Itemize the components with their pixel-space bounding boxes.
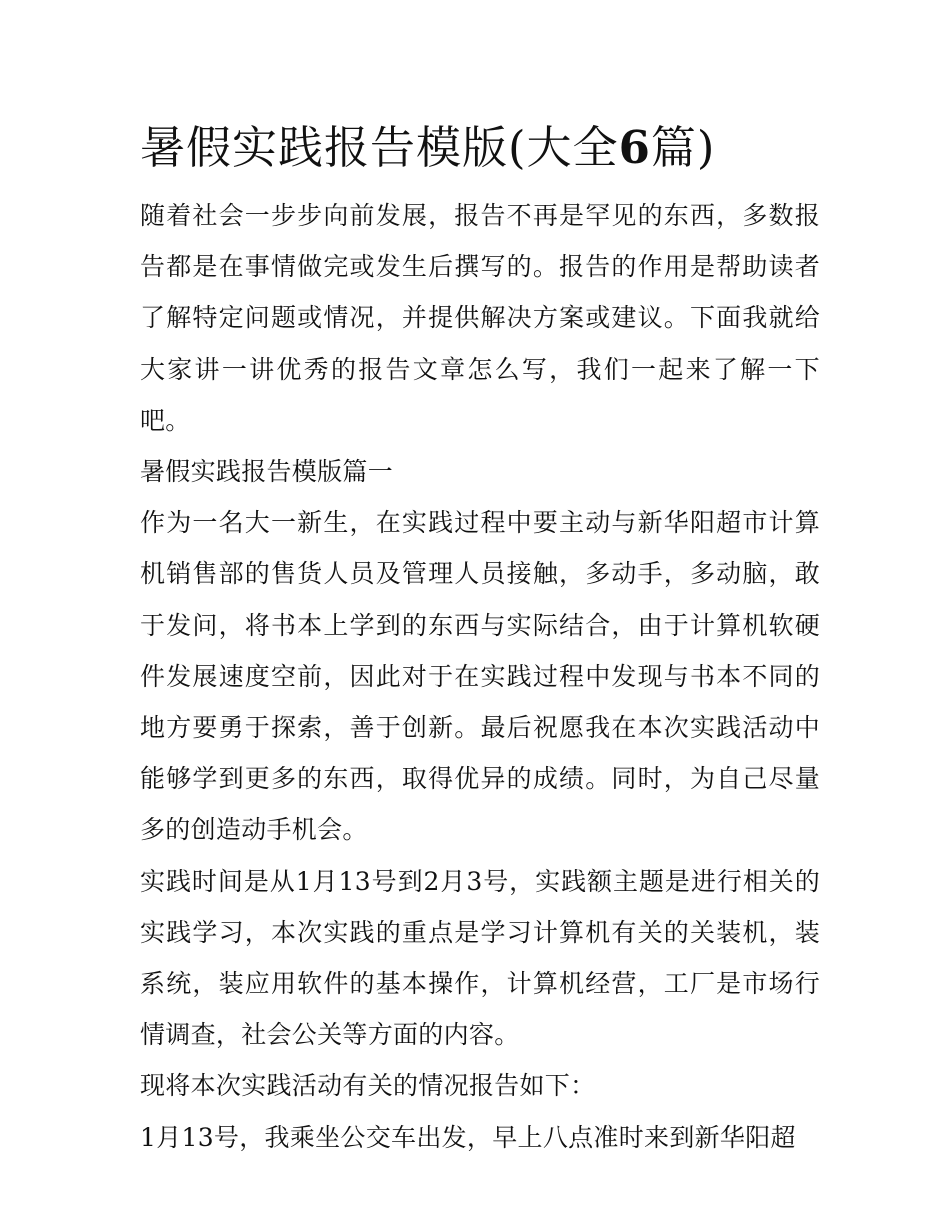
body-paragraph: 作为一名大一新生，在实践过程中要主动与新华阳超市计算机销售部的售货人员及管理人员接触，多动手，多动脑，敢于发问，将书本上学到的东西与实际结合，由于计算机软硬件发展速度空前，因此对于在实践过程中发现与书本不同的地方要勇于探索，善于创新。最后祝愿我在本次实践活动中能够学到更多的东西，取得优异的成绩。同时，为自己尽量多的创造动手机会。 (140, 508, 820, 845)
body-paragraph: 实践时间是从1月13号到2月3号，实践额主题是进行相关的实践学习，本次实践的重点是学习计算机有关的关装机，装系统，装应用软件的基本操作，计算机经营，工厂是市场行情调查，社会公关等方面的内容。 (140, 866, 820, 1050)
intro-paragraph: 随着社会一步步向前发展，报告不再是罕见的东西，多数报告都是在事情做完或发生后撰写的。报告的作用是帮助读者了解特定问题或情况，并提供解决方案或建议。下面我就给大家讲一讲优秀的报告文章怎么写，我们一起来了解一下吧。 (140, 201, 820, 435)
body-paragraph: 现将本次实践活动有关的情况报告如下： (140, 1071, 596, 1101)
title-number: 6 (618, 121, 651, 174)
section-heading: 暑假实践报告模版篇一 (140, 457, 394, 487)
title-text-after: 篇) (650, 121, 716, 174)
title-text-before: 暑假实践报告模版(大全 (140, 121, 619, 174)
document-title (140, 112, 820, 184)
document-body (140, 112, 820, 1163)
body-paragraph: 1月13号，我乘坐公交车出发，早上八点准时来到新华阳超 (140, 1122, 796, 1152)
